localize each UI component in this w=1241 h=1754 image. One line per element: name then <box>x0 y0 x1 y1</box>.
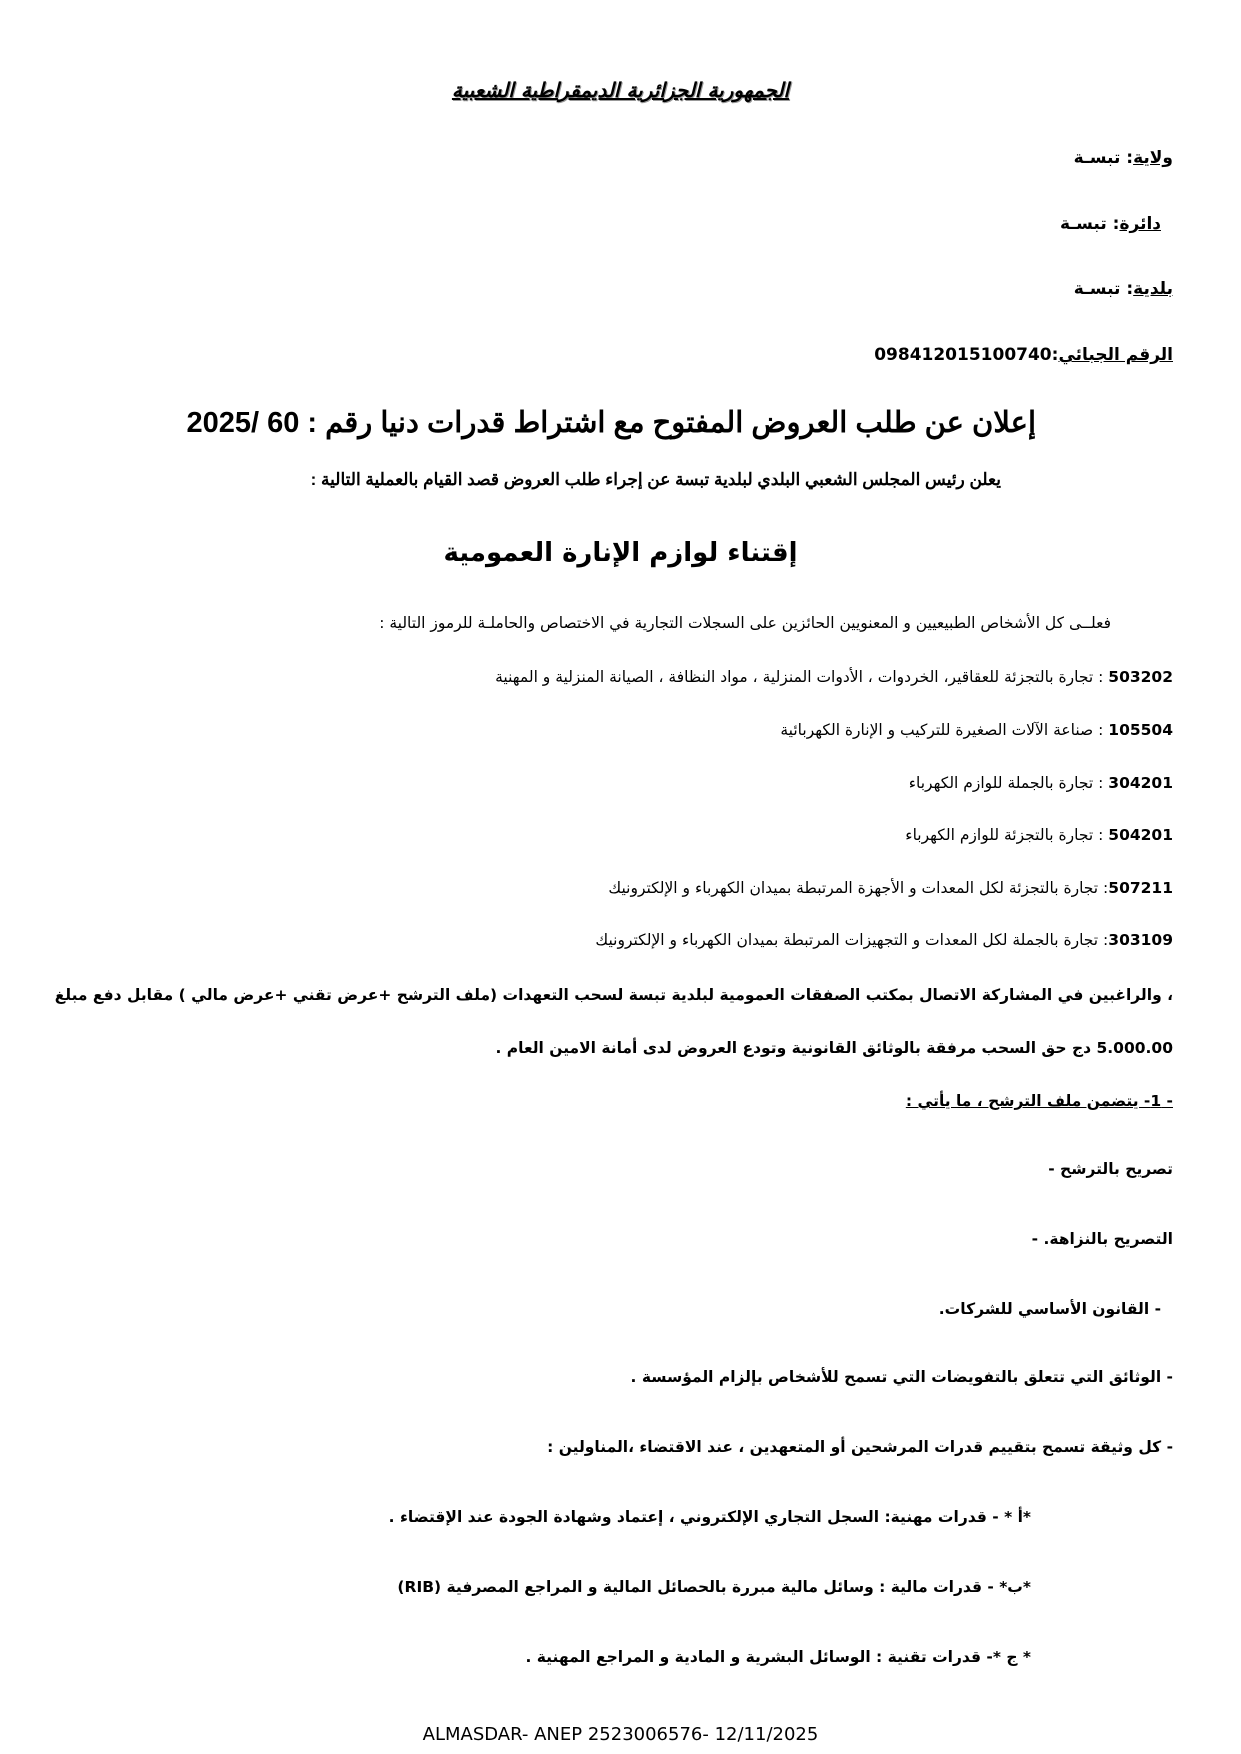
capacity-item-financial: *ب* - قدرات مالية : وسائل مالية مبررة بالحصائل المالية و المراجع المصرفية (RIB) <box>397 1578 1031 1596</box>
activity-code: 503202 <box>1108 668 1173 686</box>
code-separator: : <box>1093 826 1109 844</box>
capacity-item-professional: *أ * - قدرات مهنية: السجل التجاري الإلكتروني ، إعتماد وشهادة الجودة عند الإقتضاء . <box>388 1508 1031 1526</box>
candidacy-item: - الوثائق التي تتعلق بالتفويضات التي تسمح للأشخاص بإلزام المؤسسة . <box>630 1368 1173 1386</box>
tax-number-line <box>874 345 1173 365</box>
daira-value: : تبسـة <box>1059 214 1120 234</box>
wilaya-label: ولاية <box>1133 148 1173 168</box>
capacity-item-technical: * ج *- قدرات تقنية : الوسائل البشرية و المادية و المراجع المهنية . <box>525 1648 1031 1666</box>
announcement-heading: إعلان عن طلب العروض المفتوح مع اشتراط قدرات دنيا رقم : 60 /2025 <box>186 407 1036 439</box>
wilaya-value: : تبسـة <box>1073 148 1134 168</box>
withdrawal-fee-text: دج حق السحب مرفقة بالوثائق القانونية وتودع العروض لدى أمانة الامين العام . <box>495 1039 1097 1057</box>
candidacy-item: تصريح بالترشح - <box>1048 1160 1173 1178</box>
activity-code-item <box>608 879 1173 897</box>
tax-number-value: :098412015100740 <box>874 345 1059 365</box>
project-title: إقتناء لوازم الإنارة العمومية <box>443 538 798 568</box>
activity-code-item <box>495 668 1173 686</box>
activity-description: تجارة بالتجزئة للعقاقير، الخردوات ، الأدوات المنزلية ، مواد النظافة ، الصيانة المنزلية و المهنية <box>495 668 1094 686</box>
activity-description: تجارة بالتجزئة لكل المعدات و الأجهزة المرتبطة بميدان الكهرباء و الإلكترونيك <box>608 879 1099 897</box>
code-separator: : <box>1093 721 1109 739</box>
participation-line-2 <box>496 1039 1173 1057</box>
activity-code-item <box>780 721 1173 739</box>
code-separator: : <box>1098 931 1109 949</box>
activity-code: 507211 <box>1108 879 1173 897</box>
withdrawal-fee-amount: 5.000.00 <box>1096 1039 1173 1057</box>
republic-header: الجمهورية الجزائرية الديمقراطية الشعبية <box>451 78 790 102</box>
activity-code-item <box>595 931 1173 949</box>
daira-line <box>1060 214 1161 234</box>
candidacy-item: - القانون الأساسي للشركات. <box>938 1300 1161 1318</box>
candidacy-item: - كل وثيقة تسمح بتقييم قدرات المرشحين أو المتعهدين ، عند الاقتضاء ،المناولين : <box>547 1438 1173 1456</box>
baladia-label: بلدية <box>1133 279 1173 299</box>
tax-number-label: الرقم الجبائي <box>1058 345 1173 365</box>
activity-code: 303109 <box>1108 931 1173 949</box>
activity-code: 504201 <box>1108 826 1173 844</box>
activity-code-item <box>905 826 1173 844</box>
activity-code: 304201 <box>1108 774 1173 792</box>
intro-paragraph: فعلــى كل الأشخاص الطبيعيين و المعنويين الحائزين على السجلات التجارية في الاختصاص والحاملـة للرموز التالية : <box>379 614 1111 632</box>
section-1-title: - 1- يتضمن ملف الترشح ، ما يأتي : <box>905 1092 1173 1110</box>
daira-label: دائرة <box>1119 214 1161 234</box>
publication-reference: ALMASDAR- ANEP 2523006576- 12/11/2025 <box>422 1724 819 1745</box>
announcement-subheading: يعلن رئيس المجلس الشعبي البلدي لبلدية تبسة عن إجراء طلب العروض قصد القيام بالعملية التالية : <box>310 470 1001 489</box>
code-separator: : <box>1093 668 1109 686</box>
activity-description: تجارة بالتجزئة للوازم الكهرباء <box>905 826 1094 844</box>
baladia-line <box>1074 279 1173 299</box>
participation-line-1: ، والراغبين في المشاركة الاتصال بمكتب الصفقات العمومية لبلدية تبسة لسحب التعهدات (ملف الترشح +عرض تقني +عرض مالي ) مقابل دفع مبلغ <box>54 986 1173 1004</box>
code-separator: : <box>1093 774 1109 792</box>
activity-description: صناعة الآلات الصغيرة للتركيب و الإنارة الكهربائية <box>780 721 1094 739</box>
code-separator: : <box>1098 879 1109 897</box>
wilaya-line <box>1074 148 1173 168</box>
activity-description: تجارة بالجملة للوازم الكهرباء <box>908 774 1094 792</box>
activity-code-item <box>909 774 1173 792</box>
baladia-value: : تبسـة <box>1073 279 1134 299</box>
activity-description: تجارة بالجملة لكل المعدات و التجهيزات المرتبطة بميدان الكهرباء و الإلكترونيك <box>595 931 1099 949</box>
activity-code: 105504 <box>1108 721 1173 739</box>
candidacy-item: التصريح بالنزاهة. - <box>1031 1230 1173 1248</box>
